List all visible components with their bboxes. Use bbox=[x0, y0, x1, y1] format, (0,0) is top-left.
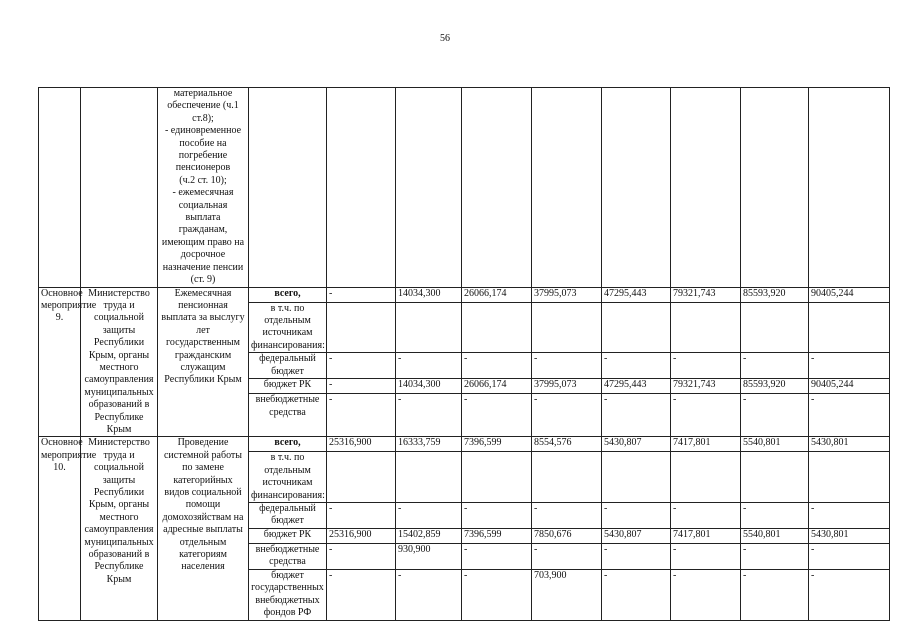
funding-value: - bbox=[602, 544, 671, 570]
continuation-line: обеспечение (ч.1 bbox=[167, 100, 239, 112]
funding-value: - bbox=[809, 570, 890, 621]
funding-value: 5430,801 bbox=[809, 437, 890, 452]
measure-description-line: гражданским bbox=[174, 349, 232, 361]
funding-source-line: всего, bbox=[274, 287, 301, 299]
funding-value: - bbox=[809, 503, 890, 529]
continuation-line: гражданам, bbox=[178, 224, 228, 236]
funding-value bbox=[671, 302, 741, 353]
measure-executor-line: Республике bbox=[94, 561, 144, 573]
measure-description-line: Ежемесячная bbox=[174, 287, 232, 299]
funding-value: 26066,174 bbox=[462, 379, 532, 394]
measure-description-line: населения bbox=[181, 561, 225, 573]
measure-executor-line: социальной bbox=[94, 312, 144, 324]
funding-source-line: средства bbox=[269, 556, 306, 568]
measure-executor-line: Крым bbox=[106, 423, 132, 435]
funding-value: 90405,244 bbox=[809, 287, 890, 302]
funding-value: - bbox=[741, 394, 809, 437]
funding-source-line: в т.ч. по bbox=[270, 302, 305, 314]
funding-source bbox=[249, 353, 327, 379]
funding-value: 85593,920 bbox=[741, 287, 809, 302]
funding-value: - bbox=[602, 570, 671, 621]
measure-label-line: 9. bbox=[55, 312, 64, 324]
measure-description-line: отдельным bbox=[179, 536, 227, 548]
measure-description-line: государственным bbox=[166, 337, 240, 349]
funding-value bbox=[396, 302, 462, 353]
funding-source-line: федеральный bbox=[259, 503, 316, 514]
funding-value bbox=[671, 452, 741, 503]
funding-source-line: бюджет bbox=[271, 570, 304, 581]
continuation-line: назначение пенсии bbox=[162, 261, 244, 273]
funding-source-line: источникам bbox=[262, 477, 313, 489]
funding-value bbox=[602, 302, 671, 353]
funding-value: 37995,073 bbox=[532, 287, 602, 302]
funding-value bbox=[532, 302, 602, 353]
funding-value: 5540,801 bbox=[741, 529, 809, 544]
measure-executor-line: местного bbox=[99, 511, 139, 523]
funding-value: 37995,073 bbox=[532, 379, 602, 394]
measure-label-line: Основное bbox=[41, 287, 83, 299]
measure-label-line: мероприятие bbox=[41, 449, 97, 461]
funding-value bbox=[741, 302, 809, 353]
measure-description-line: адресные выплаты bbox=[163, 524, 243, 536]
funding-source-line: бюджет РК bbox=[263, 529, 312, 540]
funding-source-line: источникам bbox=[262, 327, 313, 339]
measure-label-line: мероприятие bbox=[41, 299, 97, 311]
measure-description-line: лет bbox=[196, 324, 210, 336]
funding-source-line: бюджет РК bbox=[263, 379, 312, 391]
funding-value: 90405,244 bbox=[809, 379, 890, 394]
measure-executor-line: Республики bbox=[93, 337, 145, 349]
measure-label-line: Основное bbox=[41, 437, 83, 449]
funding-value: - bbox=[532, 353, 602, 379]
funding-source-line: федеральный bbox=[259, 353, 316, 365]
measure-executor-line: Министерство bbox=[88, 437, 150, 449]
funding-source bbox=[249, 452, 327, 503]
measure-executor-line: самоуправления bbox=[84, 524, 154, 536]
measure-description-line: Республики Крым bbox=[164, 374, 242, 386]
funding-value bbox=[462, 452, 532, 503]
funding-source-line: внебюджетные bbox=[255, 394, 320, 406]
funding-value: 5430,807 bbox=[602, 529, 671, 544]
funding-value: - bbox=[602, 353, 671, 379]
continuation-row bbox=[39, 88, 890, 288]
funding-source-line: отдельным bbox=[264, 314, 311, 326]
funding-value: - bbox=[671, 544, 741, 570]
funding-source-line: бюджет bbox=[271, 515, 304, 527]
funding-value: 79321,743 bbox=[671, 379, 741, 394]
funding-source bbox=[249, 287, 327, 302]
measure-description-line: категорийных bbox=[173, 474, 233, 486]
funding-source-line: бюджет bbox=[271, 365, 304, 377]
continuation-line: погребение bbox=[178, 150, 228, 162]
measure-executor-line: Министерство bbox=[88, 287, 150, 299]
measure-10-row bbox=[39, 437, 890, 452]
funding-source bbox=[249, 379, 327, 394]
continuation-line: социальная bbox=[178, 199, 228, 211]
measure-executor-line: труда и bbox=[103, 449, 135, 461]
funding-value: 5540,801 bbox=[741, 437, 809, 452]
measure-executor-line: образований в bbox=[88, 399, 150, 411]
continuation-description bbox=[158, 88, 249, 288]
continuation-line: (ст. 9) bbox=[190, 274, 216, 286]
funding-value: - bbox=[396, 394, 462, 437]
funding-value: - bbox=[671, 394, 741, 437]
funding-value: 5430,801 bbox=[809, 529, 890, 544]
funding-value: 25316,900 bbox=[327, 529, 396, 544]
funding-value: - bbox=[327, 287, 396, 302]
measure-executor-line: Крым, органы bbox=[88, 499, 150, 511]
measure-description-line: по замене bbox=[182, 462, 224, 474]
funding-value: - bbox=[327, 544, 396, 570]
funding-value bbox=[327, 452, 396, 503]
funding-value: - bbox=[532, 503, 602, 529]
page-number: 56 bbox=[440, 33, 450, 44]
funding-source-line: средства bbox=[269, 406, 306, 418]
funding-value: - bbox=[602, 394, 671, 437]
funding-value bbox=[809, 452, 890, 503]
funding-value: - bbox=[327, 503, 396, 529]
funding-value: 14034,300 bbox=[396, 287, 462, 302]
measure-description-line: выплата за выслугу bbox=[161, 312, 245, 324]
funding-value: 7396,599 bbox=[462, 437, 532, 452]
continuation-line: (ч.2 ст. 10); bbox=[179, 174, 227, 186]
funding-value: - bbox=[462, 503, 532, 529]
funding-value: 7396,599 bbox=[462, 529, 532, 544]
continuation-line: ст.8); bbox=[192, 112, 214, 124]
continuation-line: - ежемесячная bbox=[172, 187, 234, 199]
measure-description bbox=[158, 437, 249, 620]
measure-executor-line: Крым, органы bbox=[88, 349, 150, 361]
funding-value: 7417,801 bbox=[671, 529, 741, 544]
funding-value: - bbox=[462, 570, 532, 621]
measure-executor-line: Крым bbox=[106, 573, 132, 585]
continuation-label-cell bbox=[39, 88, 81, 288]
measure-description-line: домохозяйствам на bbox=[162, 511, 244, 523]
funding-value: - bbox=[327, 379, 396, 394]
funding-value: - bbox=[532, 394, 602, 437]
funding-source-line: внебюджетные bbox=[255, 544, 320, 555]
measure-executor bbox=[81, 437, 158, 620]
funding-value: - bbox=[809, 394, 890, 437]
continuation-executor-cell bbox=[81, 88, 158, 288]
measure-description-line: помощи bbox=[185, 499, 221, 511]
funding-value bbox=[602, 452, 671, 503]
funding-value: - bbox=[809, 353, 890, 379]
measure-9-row bbox=[39, 287, 890, 302]
funding-value: - bbox=[462, 353, 532, 379]
measure-description-line: Проведение bbox=[177, 437, 229, 449]
funding-value: 8554,576 bbox=[532, 437, 602, 452]
funding-value: - bbox=[327, 394, 396, 437]
measure-label bbox=[39, 287, 97, 437]
measure-description-line: видов социальной bbox=[164, 487, 242, 498]
funding-value: 930,900 bbox=[396, 544, 462, 570]
funding-value: 47295,443 bbox=[602, 287, 671, 302]
funding-value: - bbox=[741, 544, 809, 570]
funding-value bbox=[809, 302, 890, 353]
funding-value: 25316,900 bbox=[327, 437, 396, 452]
funding-value: - bbox=[462, 544, 532, 570]
funding-value: 14034,300 bbox=[396, 379, 462, 394]
continuation-line: - единовременное bbox=[164, 125, 242, 137]
funding-source bbox=[249, 437, 327, 452]
funding-value: 16333,759 bbox=[396, 437, 462, 452]
funding-source bbox=[249, 302, 327, 353]
funding-value bbox=[532, 452, 602, 503]
funding-value bbox=[741, 452, 809, 503]
continuation-line: выплата bbox=[185, 212, 221, 224]
measure-executor-line: труда и bbox=[103, 299, 135, 311]
funding-value: 26066,174 bbox=[462, 287, 532, 302]
funding-source-line: в т.ч. по bbox=[270, 452, 305, 464]
continuation-line: материальное bbox=[173, 88, 233, 99]
funding-source bbox=[249, 394, 327, 437]
funding-value: - bbox=[327, 353, 396, 379]
funding-source-line: финансирования: bbox=[251, 489, 325, 501]
funding-value bbox=[327, 302, 396, 353]
measure-description-line: категориям bbox=[179, 549, 227, 561]
funding-source-line: фондов РФ bbox=[263, 607, 312, 619]
measure-description-line: системной работы bbox=[163, 449, 243, 461]
continuation-line: пособие на bbox=[179, 137, 227, 149]
measure-label-line: 10. bbox=[53, 462, 66, 474]
funding-value bbox=[462, 302, 532, 353]
funding-value: - bbox=[809, 544, 890, 570]
funding-source-line: финансирования: bbox=[251, 339, 325, 351]
measure-executor-line: муниципальных bbox=[84, 536, 154, 548]
funding-value: - bbox=[741, 570, 809, 621]
funding-value: 47295,443 bbox=[602, 379, 671, 394]
measure-executor-line: образований в bbox=[88, 549, 150, 561]
funding-value: 15402,859 bbox=[396, 529, 462, 544]
funding-source-line: государственных bbox=[251, 582, 324, 594]
funding-value: - bbox=[671, 503, 741, 529]
funding-value: - bbox=[396, 570, 462, 621]
funding-value: - bbox=[462, 394, 532, 437]
funding-source-line: всего, bbox=[274, 437, 301, 449]
funding-value: - bbox=[602, 503, 671, 529]
funding-value: - bbox=[532, 544, 602, 570]
funding-source bbox=[249, 529, 327, 544]
funding-source-line: внебюджетных bbox=[255, 594, 320, 606]
continuation-line: имеющим право на bbox=[161, 236, 245, 248]
funding-value: - bbox=[671, 353, 741, 379]
measure-executor-line: местного bbox=[99, 361, 139, 373]
measure-label bbox=[39, 437, 97, 620]
funding-value: - bbox=[327, 570, 396, 621]
measure-executor-line: Республики bbox=[93, 487, 145, 498]
measure-executor-line: самоуправления bbox=[84, 374, 154, 386]
measure-executor-line: защиты bbox=[102, 324, 136, 336]
funding-source bbox=[249, 570, 327, 621]
funding-value: 7417,801 bbox=[671, 437, 741, 452]
program-table bbox=[38, 87, 890, 621]
funding-value: - bbox=[671, 570, 741, 621]
funding-value: 79321,743 bbox=[671, 287, 741, 302]
funding-value: - bbox=[396, 353, 462, 379]
funding-value: - bbox=[741, 353, 809, 379]
funding-value: 5430,807 bbox=[602, 437, 671, 452]
measure-executor-line: Республике bbox=[94, 411, 144, 423]
funding-source-line: отдельным bbox=[264, 464, 311, 476]
funding-value: - bbox=[396, 503, 462, 529]
continuation-line: пенсионеров bbox=[175, 162, 231, 174]
measure-executor-line: защиты bbox=[102, 474, 136, 486]
funding-value: 7850,676 bbox=[532, 529, 602, 544]
measure-description-line: пенсионная bbox=[178, 299, 228, 311]
funding-source bbox=[249, 503, 327, 529]
funding-source bbox=[249, 544, 327, 570]
funding-value: - bbox=[741, 503, 809, 529]
funding-value: 85593,920 bbox=[741, 379, 809, 394]
measure-executor-line: социальной bbox=[94, 462, 144, 474]
continuation-line: досрочное bbox=[180, 249, 226, 261]
measure-executor-line: муниципальных bbox=[84, 386, 154, 398]
measure-description bbox=[158, 287, 249, 437]
funding-value bbox=[396, 452, 462, 503]
measure-description-line: служащим bbox=[180, 361, 226, 373]
funding-value: 703,900 bbox=[532, 570, 602, 621]
